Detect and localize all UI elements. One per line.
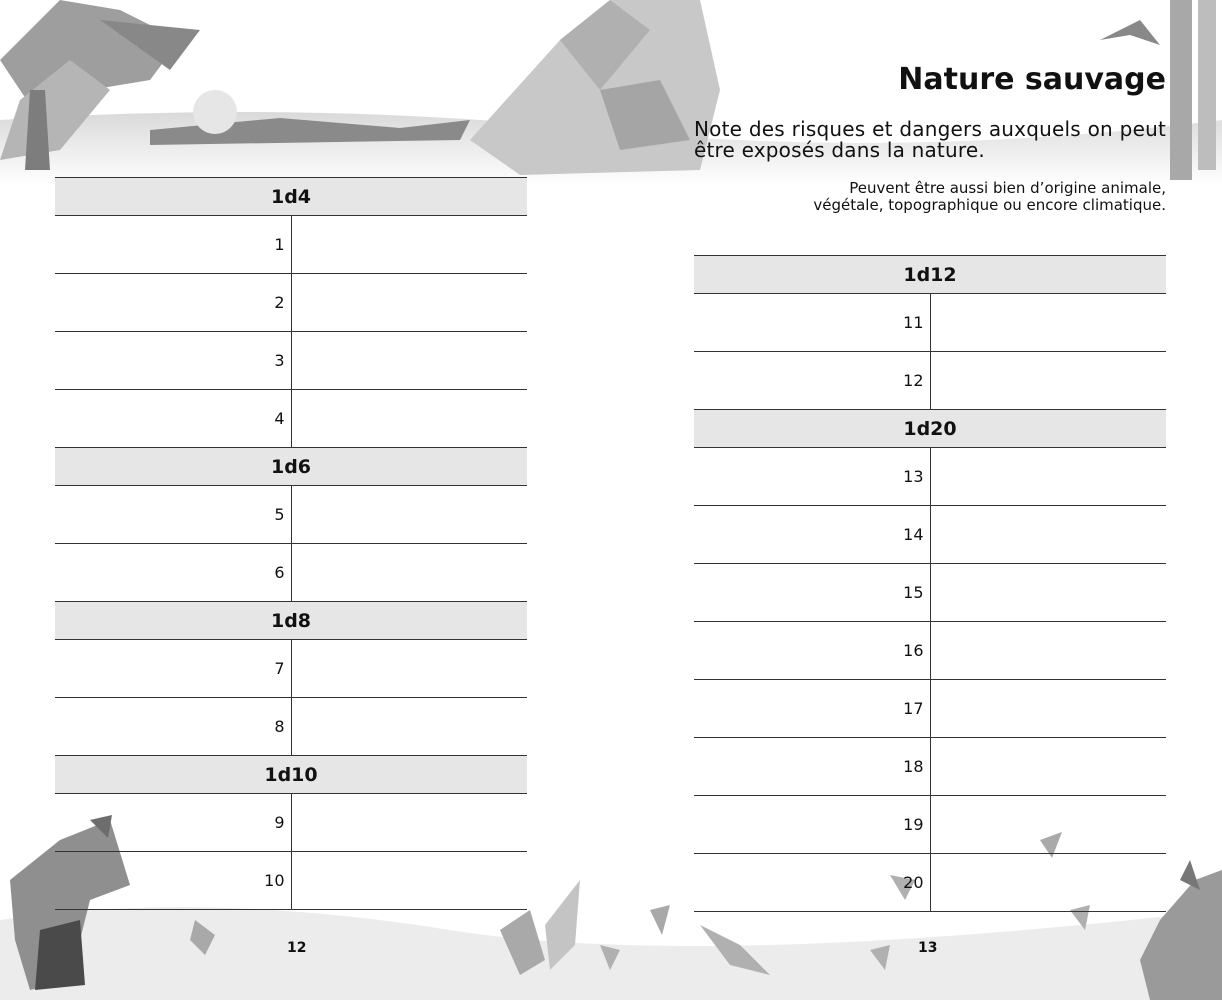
table-header-1d10: 1d10	[55, 756, 527, 794]
note-line-2: végétale, topographique ou encore climatique.	[813, 196, 1166, 214]
row-number: 15	[694, 564, 930, 622]
table-header-1d12: 1d12	[694, 256, 1166, 294]
row-number: 13	[694, 448, 930, 506]
row-number: 12	[694, 352, 930, 410]
entry-cell[interactable]	[291, 332, 527, 390]
row-number: 19	[694, 796, 930, 854]
entry-cell[interactable]	[930, 738, 1166, 796]
entry-cell[interactable]	[930, 506, 1166, 564]
entry-cell[interactable]	[291, 274, 527, 332]
row-number: 16	[694, 622, 930, 680]
page-number-left: 12	[287, 940, 307, 956]
row-number: 4	[55, 390, 291, 448]
entry-cell[interactable]	[291, 698, 527, 756]
entry-cell[interactable]	[930, 352, 1166, 410]
entry-cell[interactable]	[291, 640, 527, 698]
row-number: 5	[55, 486, 291, 544]
entry-cell[interactable]	[291, 390, 527, 448]
mountain-icon	[470, 0, 720, 175]
table-header-1d8: 1d8	[55, 602, 527, 640]
row-number: 6	[55, 544, 291, 602]
entry-cell[interactable]	[930, 854, 1166, 912]
row-number: 7	[55, 640, 291, 698]
entry-cell[interactable]	[291, 544, 527, 602]
row-number: 20	[694, 854, 930, 912]
row-number: 1	[55, 216, 291, 274]
row-number: 2	[55, 274, 291, 332]
row-number: 8	[55, 698, 291, 756]
entry-cell[interactable]	[930, 796, 1166, 854]
row-number: 11	[694, 294, 930, 352]
entry-cell[interactable]	[930, 294, 1166, 352]
table-header-1d20: 1d20	[694, 410, 1166, 448]
row-number: 10	[55, 852, 291, 910]
left-roll-table	[55, 177, 527, 910]
table-header-1d6: 1d6	[55, 448, 527, 486]
entry-cell[interactable]	[291, 794, 527, 852]
row-number: 14	[694, 506, 930, 564]
page-number-right: 13	[918, 940, 938, 956]
entry-cell[interactable]	[291, 216, 527, 274]
table-header-1d4: 1d4	[55, 178, 527, 216]
intro-text: Note des risques et dangers auxquels on peut être exposés dans la nature.	[694, 117, 1166, 162]
entry-cell[interactable]	[930, 564, 1166, 622]
entry-cell[interactable]	[291, 852, 527, 910]
note-text	[694, 180, 1166, 214]
entry-cell[interactable]	[291, 486, 527, 544]
row-number: 18	[694, 738, 930, 796]
row-number: 9	[55, 794, 291, 852]
right-roll-table	[694, 255, 1166, 912]
note-line-1: Peuvent être aussi bien d’origine animale,	[849, 179, 1166, 197]
entry-cell[interactable]	[930, 448, 1166, 506]
row-number: 17	[694, 680, 930, 738]
entry-cell[interactable]	[930, 680, 1166, 738]
entry-cell[interactable]	[930, 622, 1166, 680]
row-number: 3	[55, 332, 291, 390]
page-title: Nature sauvage	[898, 62, 1166, 97]
